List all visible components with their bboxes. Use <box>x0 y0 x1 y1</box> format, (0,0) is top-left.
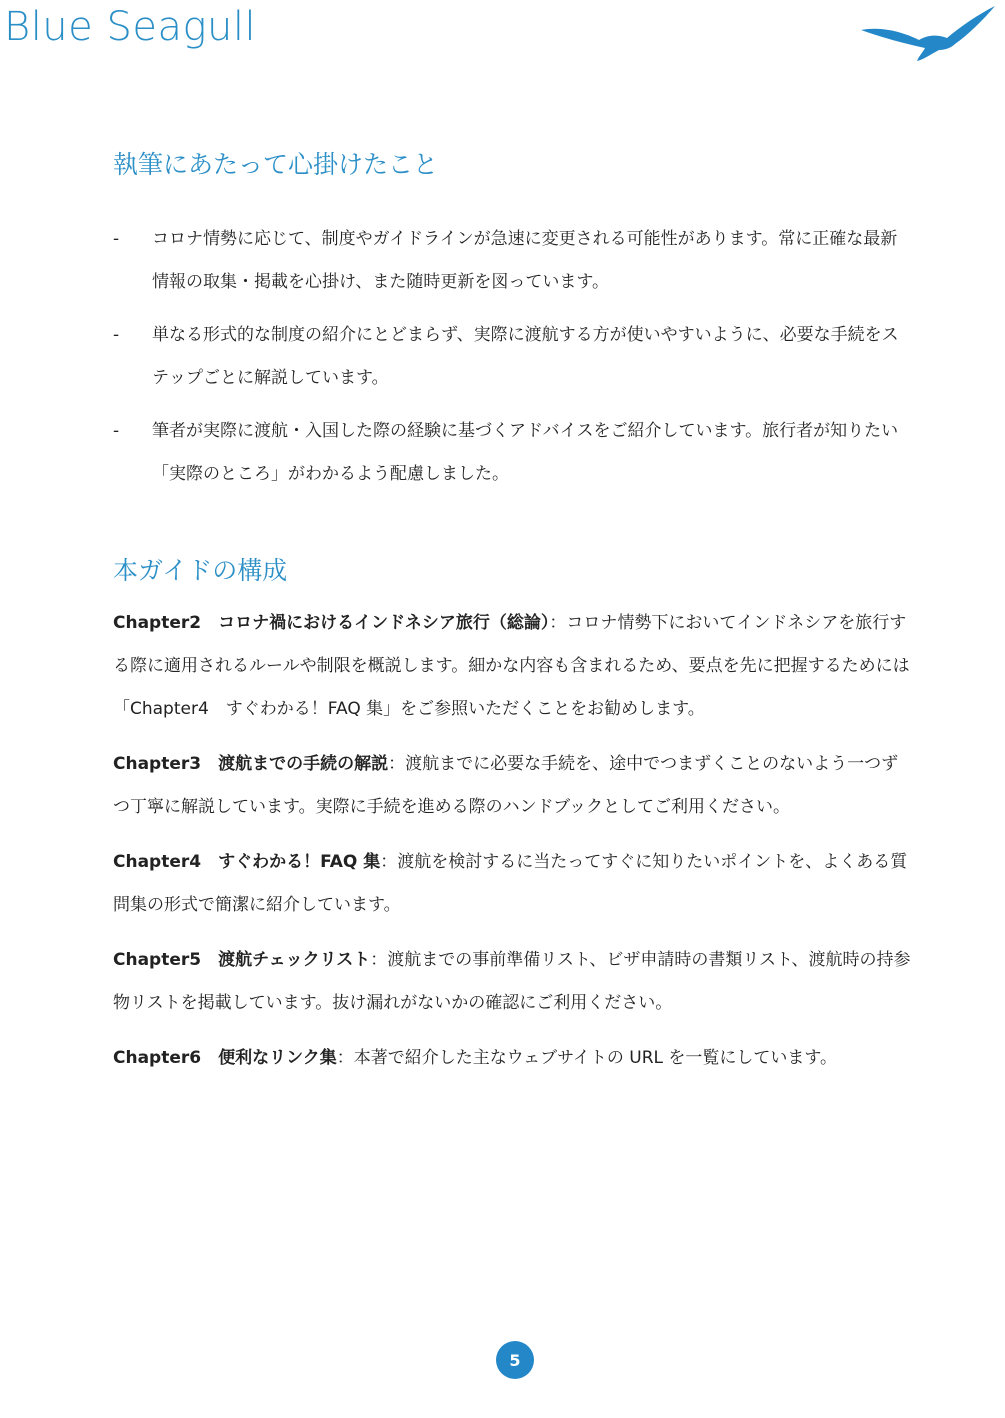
chapter-item <box>113 939 913 1025</box>
chapter-label: Chapter4 すぐわかる！FAQ 集 <box>113 852 381 872</box>
page-number-badge: 5 <box>496 1341 534 1379</box>
list-item <box>113 410 913 496</box>
chapter-item <box>113 1037 913 1080</box>
chapter-description: ：渡航までの事前準備リスト、ビザ申請時の書類リスト、渡航時の持参物リストを掲載しています。抜け漏れがないかの確認にご利用ください。 <box>113 950 911 1013</box>
bullet-dash: - <box>113 325 120 345</box>
chapter-label: Chapter6 便利なリンク集 <box>113 1048 337 1068</box>
chapter-item <box>113 841 913 927</box>
seagull-icon <box>859 4 997 62</box>
chapter-list <box>113 602 913 1092</box>
principles-list <box>113 218 913 506</box>
list-item <box>113 314 913 400</box>
bullet-dash: - <box>113 229 120 249</box>
bullet-text: コロナ情勢に応じて、制度やガイドラインが急速に変更される可能性があります。常に正確な最新情報の取集・掲載を心掛け、また随時更新を図っています。 <box>152 229 898 292</box>
chapter-item <box>113 602 913 731</box>
chapter-description: ：コロナ情勢下においてインドネシアを旅行する際に適用されるルールや制限を概説します。細かな内容も含まれるため、要点を先に把握するためには「Chapter4 すぐわかる！FAQ 集」をご参照いただくことをお勧めします。 <box>113 613 910 719</box>
section-title-principles: 執筆にあたって心掛けたこと <box>113 150 439 179</box>
section-title-structure: 本ガイドの構成 <box>113 556 288 585</box>
chapter-description: ：渡航までに必要な手続を、途中でつまずくことのないよう一つずつ丁寧に解説しています。実際に手続を進める際のハンドブックとしてご利用ください。 <box>113 754 899 817</box>
chapter-description: ：渡航を検討するに当たってすぐに知りたいポイントを、よくある質問集の形式で簡潔に紹介しています。 <box>113 852 908 915</box>
bullet-text: 単なる形式的な制度の紹介にとどまらず、実際に渡航する方が使いやすいように、必要な手続をステップごとに解説しています。 <box>152 325 899 388</box>
chapter-label: Chapter5 渡航チェックリスト <box>113 950 371 970</box>
bullet-text: 筆者が実際に渡航・入国した際の経験に基づくアドバイスをご紹介しています。旅行者が知りたい「実際のところ」がわかるよう配慮しました。 <box>152 421 899 484</box>
chapter-label: Chapter3 渡航までの手続の解説 <box>113 754 389 774</box>
bullet-dash: - <box>113 421 120 441</box>
brand-logo-text: Blue Seagull <box>4 4 257 50</box>
chapter-item <box>113 743 913 829</box>
chapter-label: Chapter2 コロナ禍におけるインドネシア旅行（総論） <box>113 613 550 633</box>
list-item <box>113 218 913 304</box>
chapter-description: ：本著で紹介した主なウェブサイトの URL を一覧にしています。 <box>336 1048 838 1068</box>
